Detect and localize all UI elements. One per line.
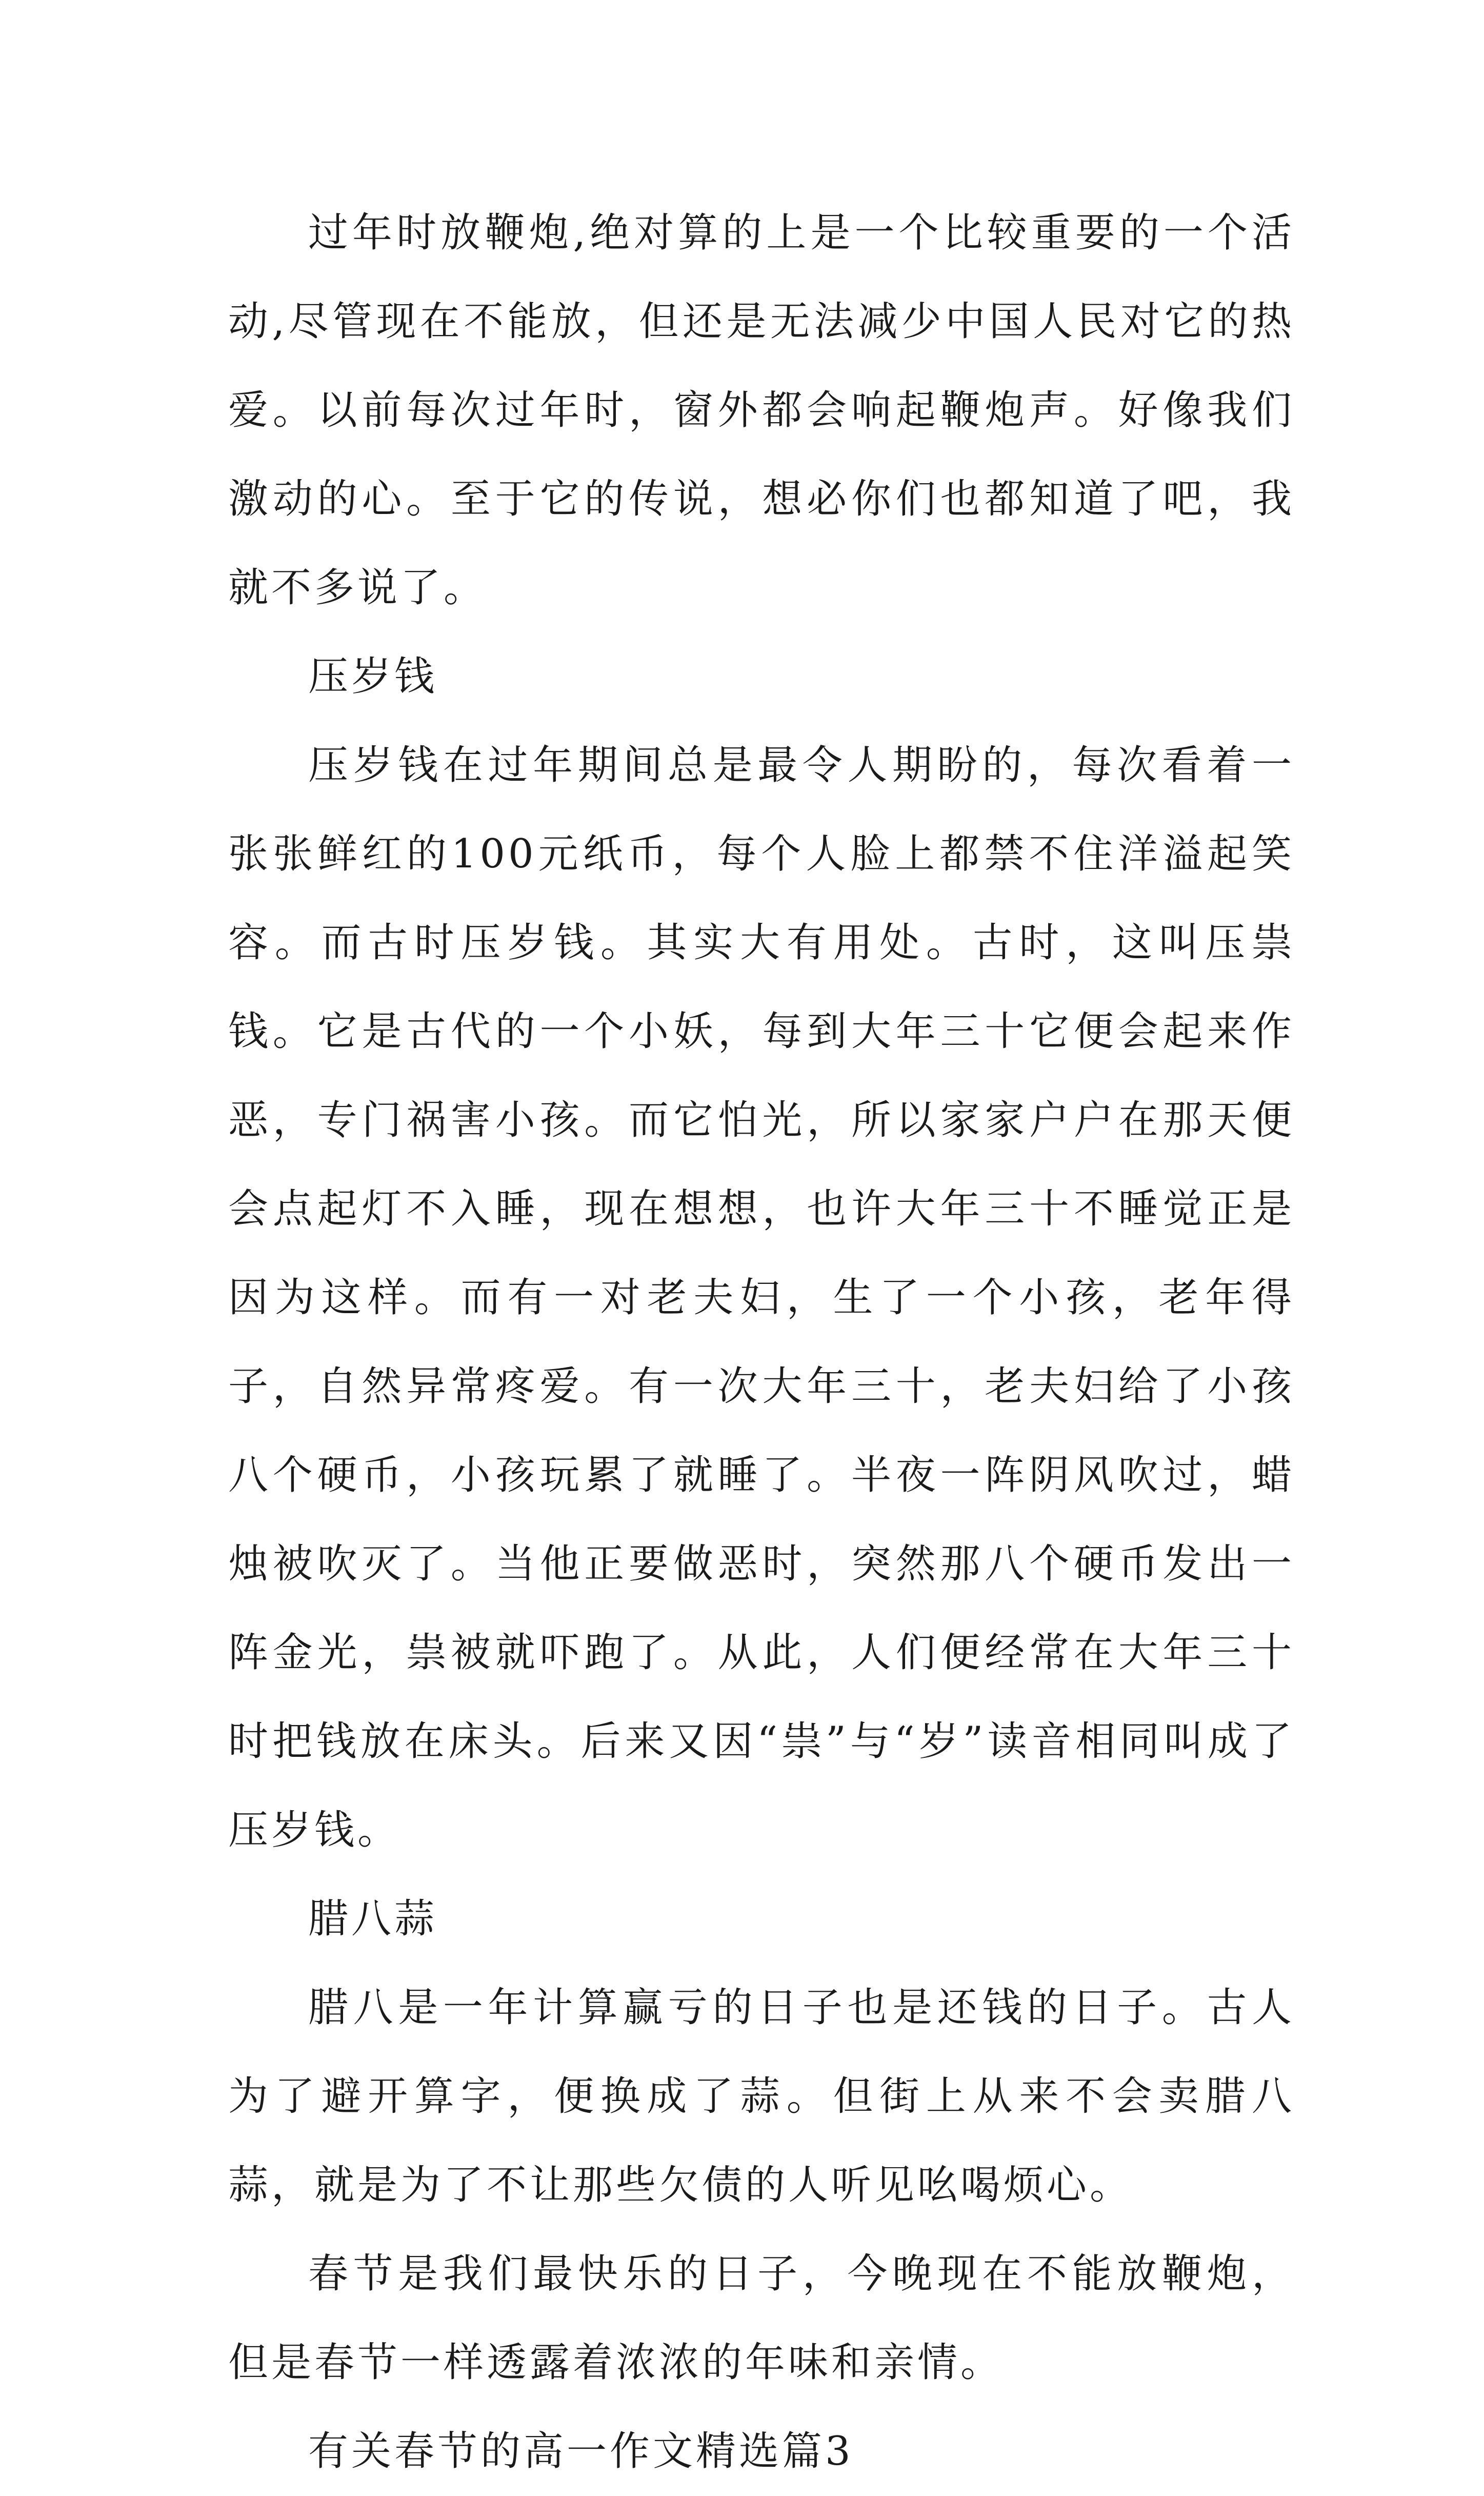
section-heading-lucky-money: 压岁钱 [308, 653, 438, 700]
essay-title-part-3: 有关春节的高一作文精选篇3 [308, 2428, 854, 2474]
document-body [228, 189, 1295, 2496]
paragraph-lucky-money: 压岁钱在过年期间总是最令人期盼的，每次看着一张张鲜红的100元纸币，每个人脸上都禁不住洋溢起笑容。而古时压岁钱。其实大有用处。古时，这叫压祟钱。它是古代的一个小妖，每到大年三十它便会起来作恶，专门祸害小孩。而它怕光，所以家家户户在那天便会点起灯不入睡，现在想想，也许大年三十不睡觉正是因为这样。而有一对老夫妇，生了一个小孩，老年得子，自然异常疼爱。有一次大年三十，老夫妇给了小孩八个硬币，小孩玩累了就睡了。半夜一阵阴风吹过，蜡烛被吹灭了。当他正要做恶时，突然那八个硬币发出一阵金光，祟被就吓跑了。从此，人们便经常在大年三十时把钱放在床头。后来又因“祟”与“岁”读音相同叫成了压岁钱。 [228, 742, 1295, 1853]
paragraph-firecrackers: 过年时放鞭炮,绝对算的上是一个比较重要的一个活动,尽管现在不能放，但还是无法减少中国人民对它的热爱。以前每次过年时，窗外都会响起鞭炮声。好像我们激动的心。至于它的传说，想必你们也都知道了吧，我就不多说了。 [228, 210, 1295, 611]
section-heading-laba-garlic: 腊八蒜 [308, 1896, 438, 1942]
paragraph-laba-garlic: 腊八是一年计算赢亏的日子也是还钱的日子。古人为了避开算字，便换成了蒜。但街上从来不会卖腊八蒜，就是为了不让那些欠债的人听见吆喝烦心。 [228, 1985, 1295, 2208]
paragraph-conclusion: 春节是我们最快乐的日子，今晚现在不能放鞭炮，但是春节一样透露着浓浓的年味和亲情。 [228, 2251, 1295, 2386]
